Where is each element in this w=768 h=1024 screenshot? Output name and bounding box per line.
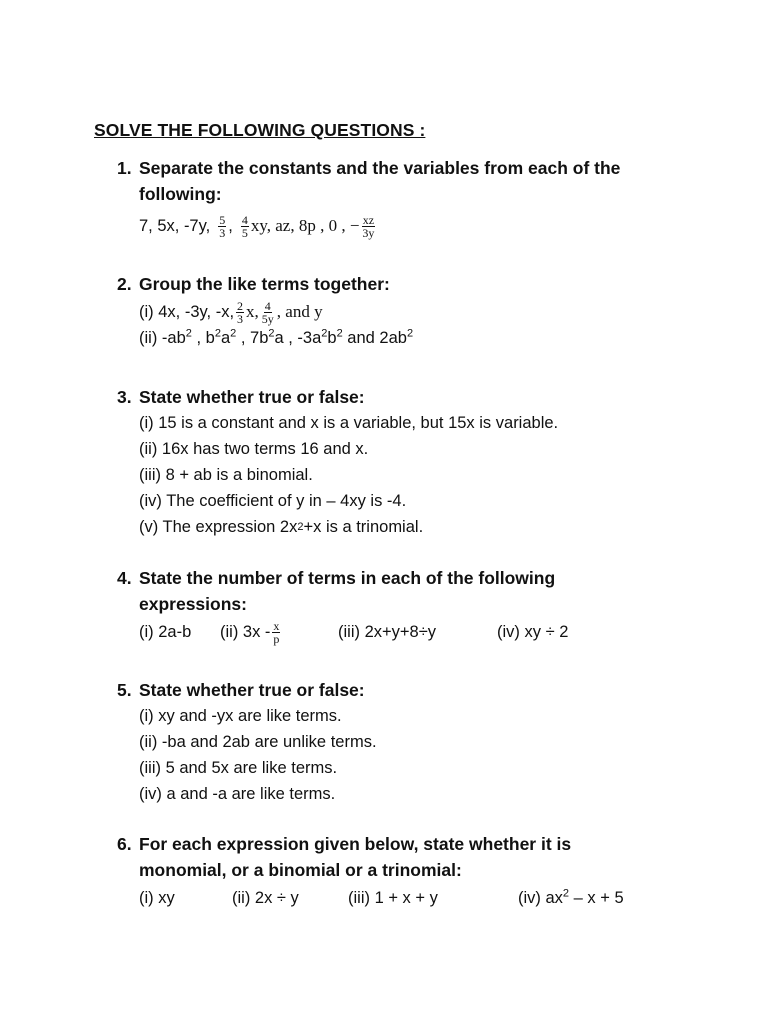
fraction: $\frac{5}{3}$ <box>219 212 226 240</box>
fraction: $\frac{4}{5}$ <box>241 212 248 240</box>
question-number: 1. <box>117 158 132 178</box>
option-iii: (iii) 1 + x + y <box>348 889 438 907</box>
question-title: State whether true or false: <box>139 680 365 700</box>
statement: (i) 15 is a constant and x is a variable, but 15x is variable. <box>139 414 559 432</box>
question-title: State the number of terms in each of the following expressions: <box>139 568 556 614</box>
expression-options <box>139 619 717 645</box>
option-ii: (ii) 2x ÷ y <box>232 889 299 907</box>
question-6 <box>117 831 717 911</box>
question-2 <box>117 271 717 351</box>
page-heading: SOLVE THE FOLLOWING QUESTIONS : <box>94 120 426 140</box>
part-text: (i) 4x, -3y, -x, <box>139 303 235 321</box>
expression-terms: xy, az, 8p , 0 , − <box>250 216 360 235</box>
option-iii: (iii) 2x+y+8÷y <box>338 623 437 641</box>
part-text: , and y <box>276 302 323 321</box>
question-1 <box>117 155 717 239</box>
statement: (ii) 16x has two terms 16 and x. <box>139 440 369 458</box>
separator: , <box>228 217 233 235</box>
option-iv: (iv) xy ÷ 2 <box>497 623 569 641</box>
statement: (i) xy and -yx are like terms. <box>139 707 342 725</box>
statement: (iii) 8 + ab is a binomial. <box>139 466 313 484</box>
statement: (iii) 5 and 5x are like terms. <box>139 759 338 777</box>
expression-terms: 7, 5x, -7y, <box>139 217 211 235</box>
part-i <box>139 299 717 325</box>
option-i: (i) xy <box>139 889 175 907</box>
question-4 <box>117 565 717 645</box>
option-ii: (ii) 3x - $\frac{x}{p}$ <box>220 618 280 646</box>
question-5 <box>117 677 717 807</box>
part-text: x, <box>246 302 259 321</box>
question-number: 4. <box>117 568 132 588</box>
fraction: $\frac{2}{3}$ <box>237 298 244 326</box>
option-iv: (iv) $ax^2 - x + 5$ <box>518 887 624 907</box>
expression-line <box>139 213 717 239</box>
statement: (iv) The coefficient of y in – 4xy is -4. <box>139 492 407 510</box>
part-text: (ii) $-ab^2$ , $b^2a^2$ , $7b^2a$ , $-3a^2b^2$ and $2ab^2$ <box>139 327 414 347</box>
question-title: Group the like terms together: <box>139 274 390 294</box>
statement: (iv) a and -a are like terms. <box>139 785 336 803</box>
fraction: $\frac{4}{5y}$ <box>261 298 274 326</box>
fraction: $\frac{xz}{3y}$ <box>362 212 375 240</box>
expression-options <box>139 885 717 911</box>
question-3 <box>117 384 717 540</box>
question-number: 2. <box>117 274 132 294</box>
option-i: (i) 2a-b <box>139 623 192 641</box>
question-number: 6. <box>117 834 132 854</box>
question-number: 5. <box>117 680 132 700</box>
question-number: 3. <box>117 387 132 407</box>
part-ii <box>139 325 717 351</box>
statement: (ii) -ba and 2ab are unlike terms. <box>139 733 377 751</box>
question-title: Separate the constants and the variables from each of the following: <box>139 158 621 204</box>
question-title: For each expression given below, state whether it is monomial, or a binomial or a trinomial: <box>139 834 572 880</box>
statement: (v) The expression 2x 2 +x is a trinomial. <box>139 518 424 536</box>
question-title: State whether true or false: <box>139 387 365 407</box>
